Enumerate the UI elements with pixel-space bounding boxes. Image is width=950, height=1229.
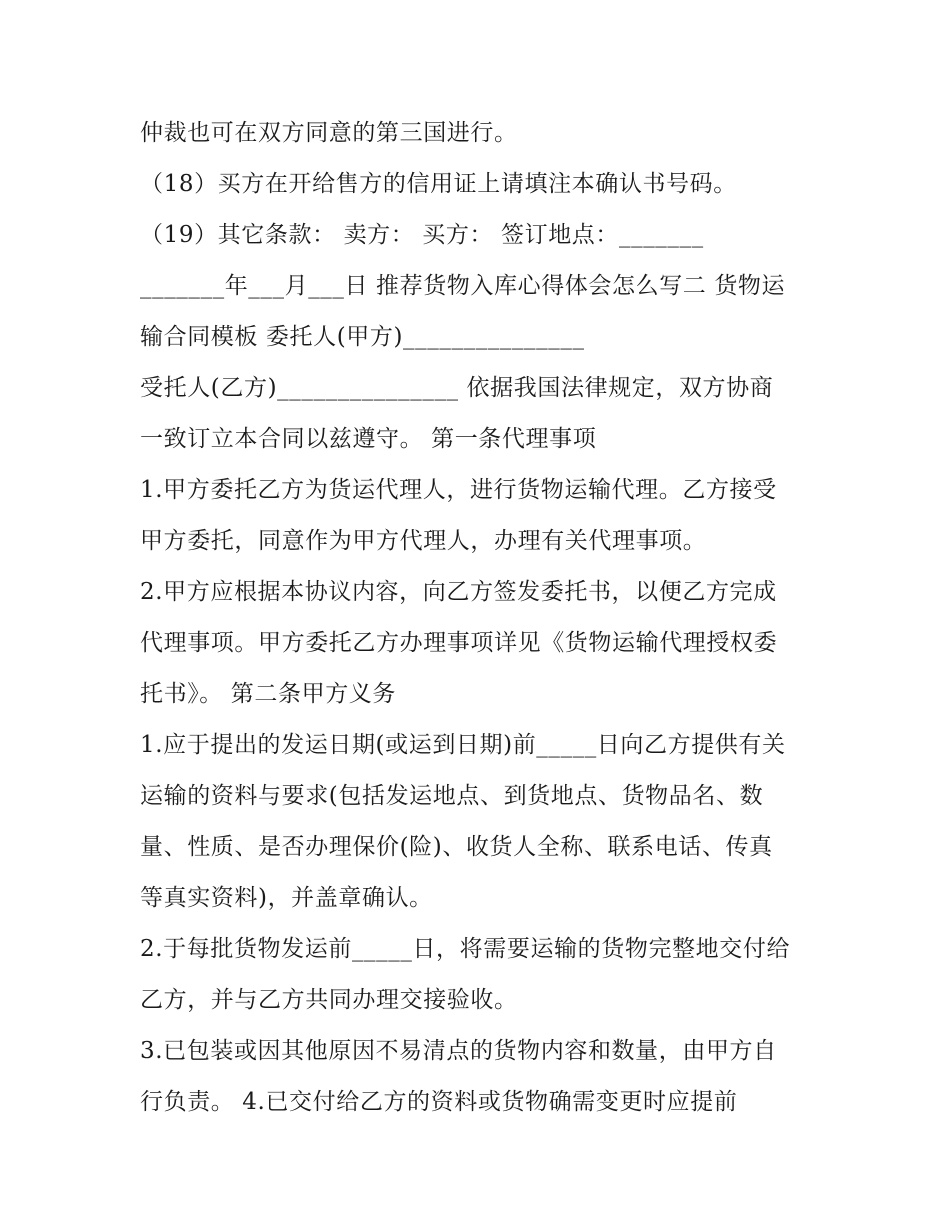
text-line: 3.已包装或因其他原因不易清点的货物内容和数量，由甲方自 xyxy=(140,1038,777,1064)
text-line: 2.于每批货物发运前_____日，将需要运输的货物完整地交付给 xyxy=(140,936,791,962)
text-line: 2.甲方应根据本协议内容，向乙方签发委托书，以便乙方完成 xyxy=(140,579,777,605)
text-line: 量、性质、是否办理保价(险)、收货人全称、联系电话、传真 xyxy=(140,834,773,860)
text-line: 受托人(乙方)_______________ 依据我国法律规定，双方协商 xyxy=(140,375,774,401)
text-line: 运输的资料与要求(包括发运地点、到货地点、货物品名、数 xyxy=(140,783,764,809)
text-line: 1.应于提出的发运日期(或运到日期)前_____日向乙方提供有关 xyxy=(140,732,786,758)
text-line: 托书》。 第二条甲方义务 xyxy=(140,681,397,707)
text-line: 行负责。 4.已交付给乙方的资料或货物确需变更时应提前 xyxy=(140,1089,738,1115)
text-line: 乙方，并与乙方共同办理交接验收。 xyxy=(140,987,518,1013)
text-line: 输合同模板 委托人(甲方)_______________ xyxy=(140,324,585,350)
text-line: 代理事项。甲方委托乙方办理事项详见《货物运输代理授权委 xyxy=(140,630,778,656)
document-body xyxy=(140,108,820,1128)
text-line: 仲裁也可在双方同意的第三国进行。 xyxy=(140,120,518,146)
text-line: 1.甲方委托乙方为货运代理人，进行货物运输代理。乙方接受 xyxy=(140,477,777,503)
text-line: （19）其它条款： 卖方： 买方： 签订地点：_______ xyxy=(140,222,704,248)
text-line: 甲方委托，同意作为甲方代理人，办理有关代理事项。 xyxy=(140,528,707,554)
text-line: 等真实资料)，并盖章确认。 xyxy=(140,885,433,911)
text-line: _______年___月___日 推荐货物入库心得体会怎么写二 货物运 xyxy=(140,273,786,299)
text-line: 一致订立本合同以兹遵守。 第一条代理事项 xyxy=(140,426,597,452)
text-line: （18）买方在开给售方的信用证上请填注本确认书号码。 xyxy=(140,171,737,197)
